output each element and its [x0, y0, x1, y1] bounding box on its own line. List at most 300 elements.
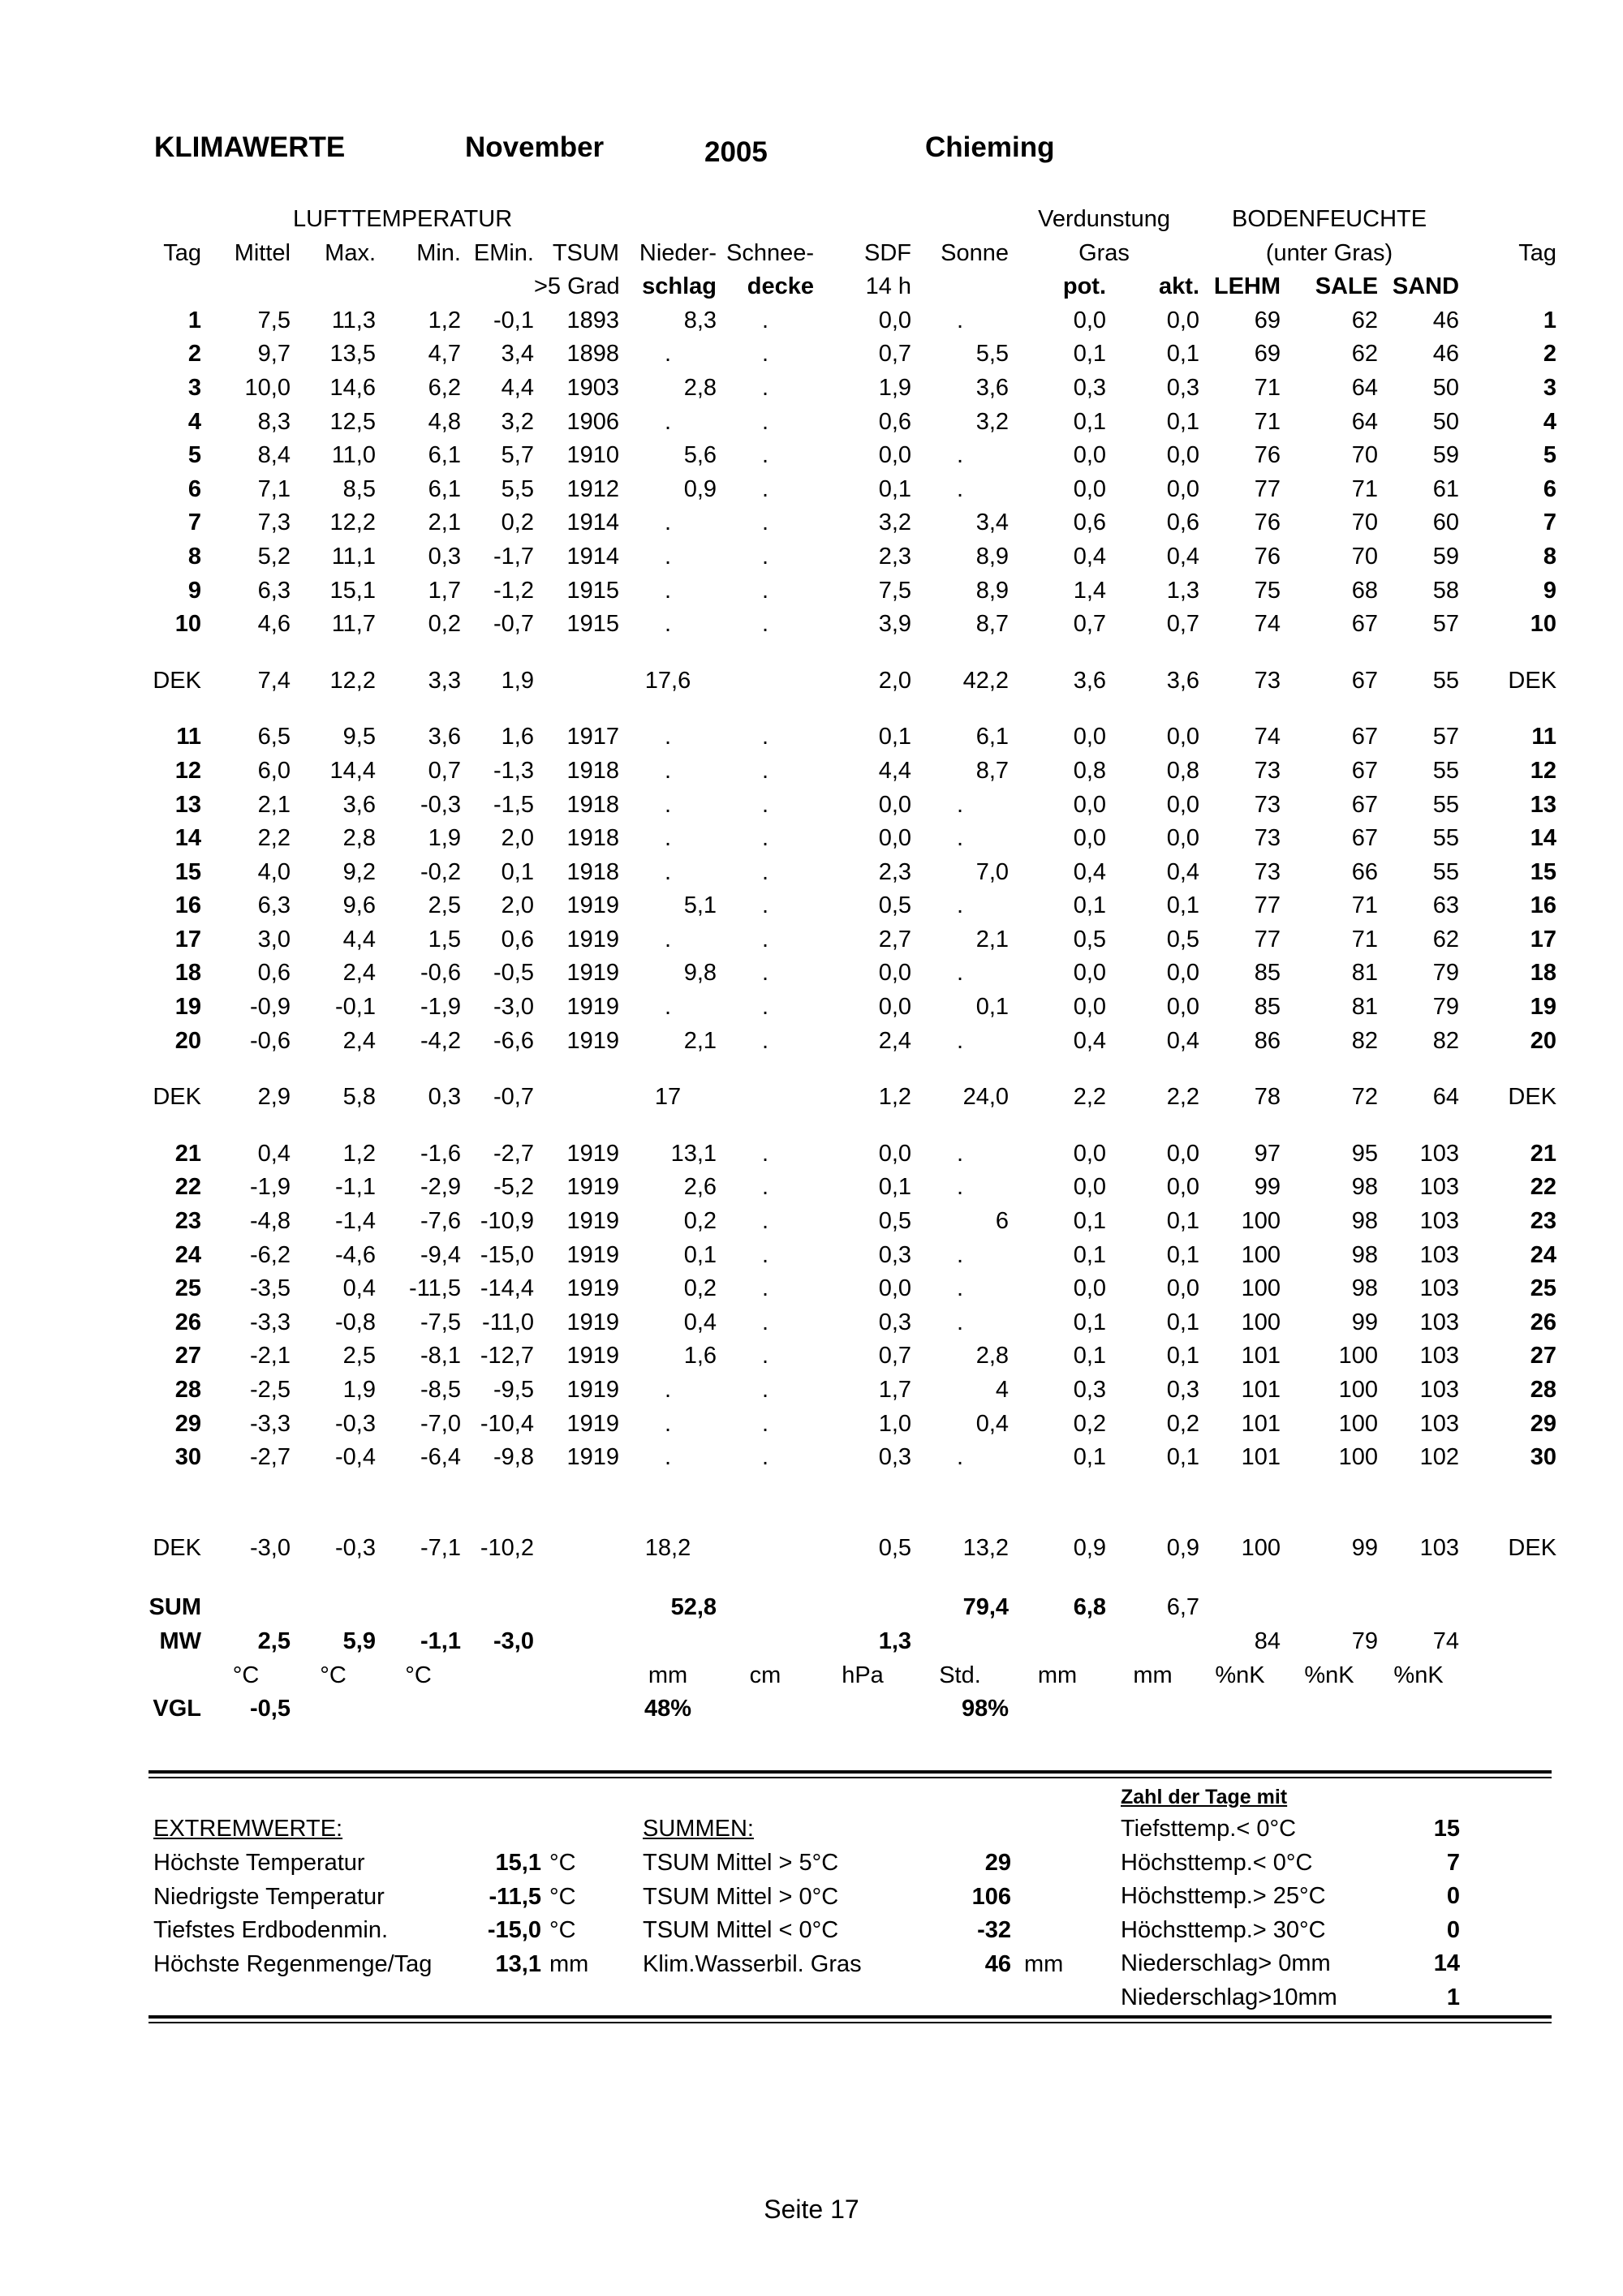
cell: 20 [1530, 1027, 1557, 1054]
cell: 0,4 [975, 1410, 1010, 1437]
cell: . [956, 1444, 964, 1471]
cell: 81 [1351, 960, 1379, 987]
cell: 1,5 [428, 926, 461, 952]
cell: 3,9 [878, 611, 912, 638]
cell: 14,6 [329, 374, 376, 401]
cell: 99 [1254, 1174, 1281, 1201]
cell: 55 [1432, 791, 1460, 818]
cell: 0,2 [683, 1208, 717, 1235]
col-nieder: Nieder- [639, 239, 717, 266]
cell: 5 [187, 442, 201, 469]
cell: 3,6 [1073, 667, 1107, 694]
cell: 0,5 [1166, 926, 1200, 952]
cell: 67 [1351, 611, 1379, 638]
cell: 73 [1254, 791, 1281, 818]
day-row [149, 1441, 1556, 1475]
col-sdf: SDF [864, 239, 912, 266]
day-row [149, 473, 1556, 507]
cell: . [956, 475, 964, 502]
cell [1199, 1591, 1281, 1625]
cell: 1919 [566, 1174, 620, 1201]
summen-label: TSUM Mittel > 5°C [643, 1850, 839, 1876]
summen-unit: mm [1024, 1950, 1064, 1977]
cell: 12,5 [329, 408, 376, 435]
col-sale: SALE [1315, 273, 1379, 300]
day-row [149, 923, 1556, 957]
cell: 1,3 [878, 1627, 912, 1654]
cell: 4,4 [342, 926, 376, 952]
cell: 98% [961, 1696, 1010, 1722]
summen-value: 46 [984, 1950, 1011, 1977]
cell: 4,6 [257, 611, 291, 638]
cell: 62 [1432, 926, 1460, 952]
cell: . [956, 1174, 964, 1201]
cell: -7,1 [420, 1534, 461, 1561]
zahl-tage-title: Zahl der Tage mit [1121, 1786, 1288, 1808]
cell: 1919 [566, 1377, 620, 1403]
zahl-value: 0 [1446, 1883, 1460, 1910]
cell: -9,4 [420, 1241, 461, 1268]
cell: 11,3 [331, 307, 376, 333]
cell: 5,8 [342, 1084, 376, 1111]
cell: 99 [1351, 1534, 1379, 1561]
cell: . [664, 341, 672, 368]
cell: 79 [1432, 960, 1460, 987]
cell: 0,0 [1166, 724, 1200, 750]
cell: 0,6 [501, 926, 534, 952]
cell: 0,0 [878, 1275, 912, 1302]
cell: -1,6 [420, 1140, 461, 1167]
cell: 0,0 [1073, 994, 1107, 1021]
cell: 8,4 [257, 442, 291, 469]
vgl-row [149, 1692, 1556, 1726]
cell: -1,2 [493, 577, 534, 604]
cell: SUM [149, 1594, 201, 1621]
cell: . [664, 510, 672, 536]
cell: -3,5 [250, 1275, 291, 1302]
cell: 100 [1241, 1208, 1281, 1235]
day-row [149, 304, 1556, 338]
cell [1378, 1692, 1459, 1726]
cell: 0,3 [1166, 1377, 1200, 1403]
cell: 9,6 [342, 892, 376, 919]
day-row [149, 1408, 1556, 1442]
cell: mm [1133, 1662, 1173, 1688]
cell: 0,2 [501, 510, 534, 536]
cell: 4,4 [878, 757, 912, 784]
col-tsum: TSUM [552, 239, 620, 266]
cell: -3,0 [493, 994, 534, 1021]
cell: 0,2 [1073, 1410, 1107, 1437]
cell [376, 1591, 461, 1625]
cell: -8,5 [420, 1377, 461, 1403]
cell: 15,1 [329, 577, 376, 604]
cell: 5 [1543, 442, 1557, 469]
cell: 0,1 [1166, 408, 1200, 435]
cell: 86 [1254, 1027, 1281, 1054]
cell: 1 [187, 307, 201, 333]
col-grad: >5 Grad [534, 273, 620, 300]
cell: 99 [1351, 1309, 1379, 1335]
cell: 1915 [566, 611, 620, 638]
cell: 8,5 [342, 475, 376, 502]
cell: 1910 [566, 442, 620, 469]
zahl-label: Höchsttemp.> 25°C [1121, 1883, 1326, 1910]
cell: . [761, 442, 769, 469]
cell: 5,1 [683, 892, 717, 919]
cell: . [664, 994, 672, 1021]
cell: . [761, 960, 769, 987]
cell: 0,0 [1166, 994, 1200, 1021]
cell: 26 [174, 1309, 201, 1335]
zahl-label: Tiefsttemp.< 0°C [1121, 1816, 1297, 1842]
day-row [149, 720, 1556, 755]
cell: 61 [1432, 475, 1460, 502]
cell: 0,0 [878, 960, 912, 987]
cell [1009, 1692, 1106, 1726]
cell: . [761, 825, 769, 852]
cell: 1914 [566, 510, 620, 536]
cell: 103 [1419, 1410, 1460, 1437]
lufttemperatur-heading: LUFTTEMPERATUR [293, 206, 513, 232]
cell: 0,4 [1166, 543, 1200, 570]
cell: 5,2 [257, 543, 291, 570]
cell: 52,8 [670, 1594, 717, 1621]
cell: 73 [1254, 825, 1281, 852]
cell: -0,3 [420, 791, 461, 818]
cell: 8 [187, 543, 201, 570]
cell: 74 [1254, 611, 1281, 638]
cell: 5,7 [501, 442, 534, 469]
cell: . [956, 442, 964, 469]
cell: 1914 [566, 543, 620, 570]
cell: 0,4 [1073, 1027, 1107, 1054]
cell: -1,3 [493, 757, 534, 784]
cell: 1,9 [878, 374, 912, 401]
day-row [149, 1272, 1556, 1306]
cell: 79 [1351, 1627, 1379, 1654]
cell: 100 [1241, 1241, 1281, 1268]
day-row [149, 889, 1556, 923]
day-row [149, 1239, 1556, 1273]
cell: 7,4 [257, 667, 291, 694]
cell: 60 [1432, 510, 1460, 536]
cell: . [761, 1140, 769, 1167]
cell: 27 [1530, 1343, 1557, 1369]
zahl-value: 15 [1433, 1816, 1460, 1842]
cell: . [761, 577, 769, 604]
cell: 1917 [566, 724, 620, 750]
cell: 2,3 [878, 543, 912, 570]
cell: 102 [1419, 1444, 1460, 1471]
cell: . [761, 1241, 769, 1268]
cell: 19 [174, 994, 201, 1021]
day-row [149, 991, 1556, 1025]
cell: 6,1 [975, 724, 1010, 750]
zahl-label: Niederschlag>10mm [1121, 1984, 1337, 2010]
cell: -0,3 [335, 1534, 376, 1561]
cell: -7,6 [420, 1208, 461, 1235]
cell [814, 1591, 911, 1625]
cell: 0,6 [1166, 510, 1200, 536]
cell: 75 [1254, 577, 1281, 604]
summen-label: Klim.Wasserbil. Gras [643, 1950, 862, 1977]
header-row-1 [149, 203, 1556, 237]
cell: 0,1 [1073, 1208, 1107, 1235]
cell: . [664, 1377, 672, 1403]
cell: 3,6 [1166, 667, 1200, 694]
cell: 0,4 [1166, 1027, 1200, 1054]
cell: 1919 [566, 892, 620, 919]
cell: 14,4 [329, 757, 376, 784]
cell [461, 1659, 534, 1693]
cell: 55 [1432, 858, 1460, 885]
cell: 64 [1351, 408, 1379, 435]
cell: 0,7 [1166, 611, 1200, 638]
cell: 0,3 [428, 1084, 461, 1111]
cell: DEK [153, 1084, 201, 1111]
cell: . [664, 757, 672, 784]
cell: 0,1 [1166, 1444, 1200, 1471]
cell: 7 [1543, 510, 1557, 536]
cell: 67 [1351, 724, 1379, 750]
cell: 0,4 [1073, 543, 1107, 570]
cell: 0,1 [878, 724, 912, 750]
cell: 67 [1351, 757, 1379, 784]
cell: 0,4 [1073, 858, 1107, 885]
cell: -6,2 [250, 1241, 291, 1268]
cell: 11 [176, 724, 201, 750]
cell: 101 [1241, 1410, 1281, 1437]
col-min: Min. [416, 239, 461, 266]
cell: . [761, 510, 769, 536]
cell [717, 1532, 814, 1566]
cell [717, 664, 814, 699]
cell: . [761, 1309, 769, 1335]
cell: 0,1 [1166, 1343, 1200, 1369]
day-row [149, 755, 1556, 789]
cell: 1903 [566, 374, 620, 401]
cell: 58 [1432, 577, 1460, 604]
cell: 71 [1351, 892, 1379, 919]
cell: VGL [153, 1696, 201, 1722]
cell: . [956, 307, 964, 333]
cell: 2 [187, 341, 201, 368]
cell: 1,2 [428, 307, 461, 333]
cell: 0,0 [1073, 442, 1107, 469]
cell: 97 [1254, 1140, 1281, 1167]
cell: 1,7 [878, 1377, 912, 1403]
cell: . [664, 408, 672, 435]
cell: 4 [995, 1377, 1010, 1403]
cell: 100 [1241, 1534, 1281, 1561]
cell: 103 [1419, 1309, 1460, 1335]
cell: 3 [1543, 374, 1557, 401]
cell: . [664, 543, 672, 570]
day-row [149, 856, 1556, 890]
cell: -6,4 [420, 1444, 461, 1471]
cell: -10,4 [480, 1410, 534, 1437]
cell: 10,0 [244, 374, 291, 401]
cell: 84 [1254, 1627, 1281, 1654]
cell: 9,7 [257, 341, 291, 368]
cell: 0,1 [1166, 892, 1200, 919]
cell: cm [749, 1662, 781, 1688]
cell: 77 [1254, 475, 1281, 502]
cell: hPa [842, 1662, 884, 1688]
cell: 20 [174, 1027, 201, 1054]
cell: 28 [1530, 1377, 1557, 1403]
col-schnee: Schnee- [726, 239, 815, 266]
dek3-row [149, 1532, 1556, 1566]
cell: 67 [1351, 825, 1379, 852]
cell [717, 1081, 814, 1115]
cell: 79 [1432, 994, 1460, 1021]
cell: DEK [1508, 1084, 1557, 1111]
cell: 3,2 [501, 408, 534, 435]
cell: 2,2 [257, 825, 291, 852]
cell: 7,5 [878, 577, 912, 604]
cell: 2,4 [878, 1027, 912, 1054]
cell: 11,1 [331, 543, 376, 570]
cell: 3 [187, 374, 201, 401]
zahl-value: 0 [1446, 1916, 1460, 1943]
cell: 6,3 [257, 577, 291, 604]
cell: 0,3 [1073, 374, 1107, 401]
cell: 2,3 [878, 858, 912, 885]
cell: -1,9 [250, 1174, 291, 1201]
cell: -1,1 [335, 1174, 376, 1201]
cell: 0,7 [878, 1343, 912, 1369]
cell: -9,8 [493, 1444, 534, 1471]
cell [291, 1591, 376, 1625]
cell: 4,7 [428, 341, 461, 368]
cell: mm [648, 1662, 688, 1688]
cell: 50 [1432, 374, 1460, 401]
cell: . [956, 1241, 964, 1268]
cell [1459, 1692, 1556, 1726]
cell [1199, 1692, 1281, 1726]
col-tag-right: Tag [1518, 239, 1557, 266]
cell: -2,1 [250, 1343, 291, 1369]
cell: 6,8 [1073, 1594, 1107, 1621]
cell: 8,7 [975, 757, 1010, 784]
cell: 98 [1351, 1174, 1379, 1201]
cell: 0,8 [1073, 757, 1107, 784]
report-title: KLIMAWERTE [154, 131, 346, 163]
cell: -0,7 [493, 1084, 534, 1111]
cell: 11,0 [331, 442, 376, 469]
summen-value: 106 [971, 1883, 1011, 1910]
cell: 2,5 [342, 1343, 376, 1369]
cell: 1919 [566, 960, 620, 987]
cell: 0,6 [878, 408, 912, 435]
cell: -10,2 [480, 1534, 534, 1561]
day-row [149, 957, 1556, 991]
dek1-row [149, 664, 1556, 699]
cell: 1,2 [342, 1140, 376, 1167]
cell: 7,1 [257, 475, 291, 502]
cell: 0,7 [1073, 611, 1107, 638]
summen-title: SUMMEN: [643, 1816, 754, 1842]
cell: 8,9 [975, 543, 1010, 570]
cell: 1919 [566, 1275, 620, 1302]
cell: 13 [174, 791, 201, 818]
cell: 0,1 [1073, 1309, 1107, 1335]
cell: 14 [174, 825, 201, 852]
cell [534, 1692, 619, 1726]
cell: . [664, 791, 672, 818]
cell: %nK [1393, 1662, 1444, 1688]
cell: 12,2 [329, 510, 376, 536]
cell: 9,2 [342, 858, 376, 885]
cell: -1,7 [493, 543, 534, 570]
cell: -8,1 [420, 1343, 461, 1369]
cell: 0,3 [428, 543, 461, 570]
cell: 0,0 [878, 825, 912, 852]
cell: . [956, 825, 964, 852]
cell: . [761, 926, 769, 952]
cell: 9 [187, 577, 201, 604]
cell: 1,2 [878, 1084, 912, 1111]
cell: 16 [1530, 892, 1557, 919]
cell: 101 [1241, 1444, 1281, 1471]
cell: 13,1 [670, 1140, 717, 1167]
cell: 0,3 [878, 1444, 912, 1471]
cell: -11,5 [409, 1275, 461, 1302]
cell: . [761, 892, 769, 919]
cell: -4,2 [420, 1027, 461, 1054]
page-number: Seite 17 [764, 2195, 859, 2224]
cell: 0,4 [342, 1275, 376, 1302]
day-row [149, 372, 1556, 406]
cell: 24 [1530, 1241, 1557, 1268]
cell: 0,9 [1073, 1534, 1107, 1561]
cell: 7,0 [975, 858, 1010, 885]
cell: -3,3 [250, 1410, 291, 1437]
cell: 0,0 [1073, 1275, 1107, 1302]
cell: 0,0 [1073, 724, 1107, 750]
cell: 7,3 [257, 510, 291, 536]
cell: . [761, 1174, 769, 1201]
cell: -7,0 [420, 1410, 461, 1437]
report-year: 2005 [704, 136, 768, 168]
cell: . [761, 1444, 769, 1471]
cell: 10 [174, 611, 201, 638]
cell: 1,3 [1166, 577, 1200, 604]
cell: 27 [174, 1343, 201, 1369]
cell: -0,7 [493, 611, 534, 638]
cell: 28 [174, 1377, 201, 1403]
cell: 0,5 [878, 1208, 912, 1235]
zahl-value: 7 [1446, 1849, 1460, 1876]
cell: 0,1 [683, 1241, 717, 1268]
cell: -1,9 [420, 994, 461, 1021]
cell: °C [320, 1662, 347, 1688]
cell: 6,2 [428, 374, 461, 401]
cell: 0,1 [1073, 1343, 1107, 1369]
cell: 101 [1241, 1343, 1281, 1369]
cell: -2,9 [420, 1174, 461, 1201]
cell: 3,2 [975, 408, 1010, 435]
day-row [149, 1137, 1556, 1172]
climate-table [149, 203, 1556, 1726]
cell: 6,1 [428, 442, 461, 469]
header-row-3 [149, 270, 1556, 304]
cell: 1919 [566, 1410, 620, 1437]
cell: 12,2 [329, 667, 376, 694]
divider-bottom-thin [149, 2022, 1552, 2023]
